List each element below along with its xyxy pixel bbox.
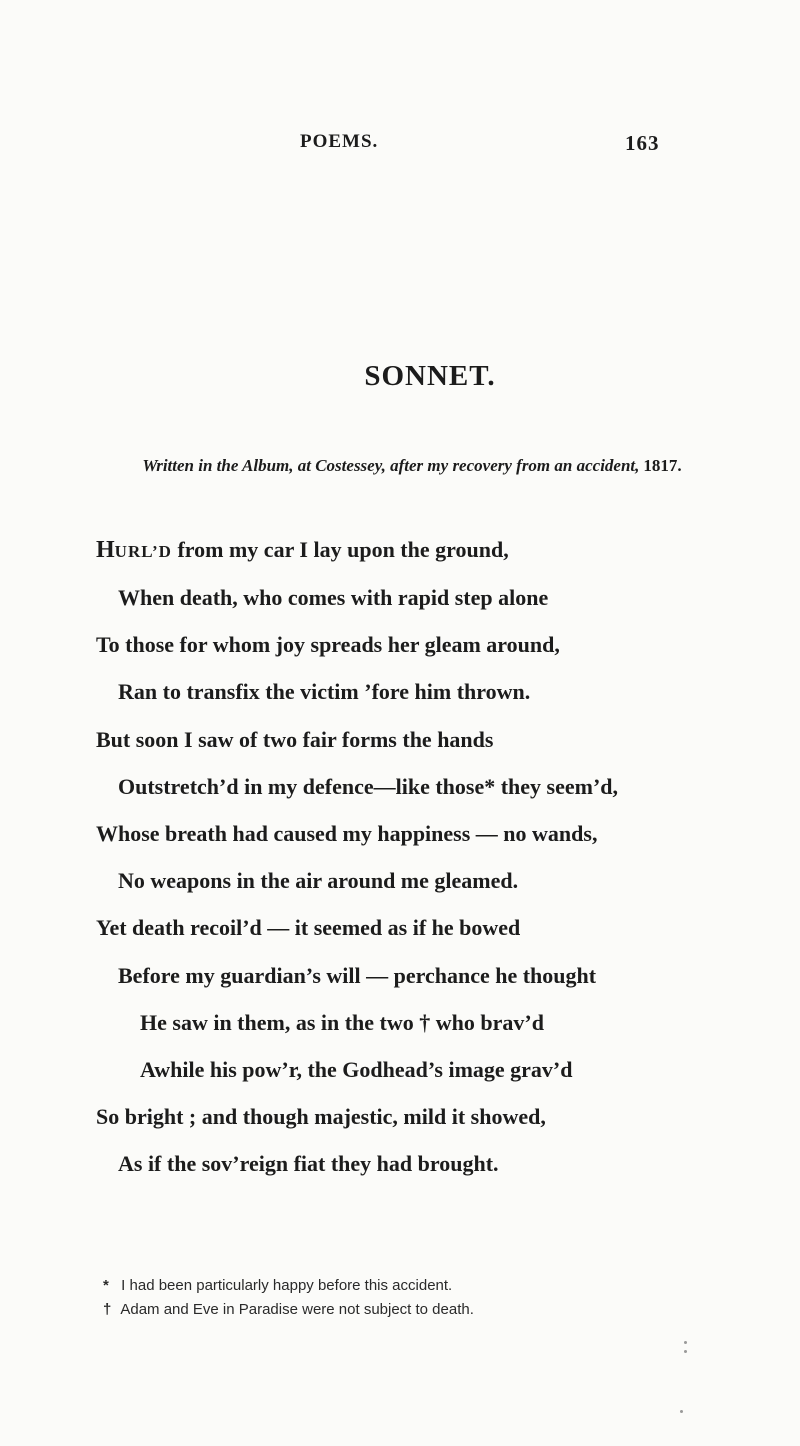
page-number: 163 [625, 131, 660, 155]
poem-line-5: But soon I saw of two fair forms the hands [96, 727, 494, 752]
footnotes [103, 1274, 474, 1322]
first-word-small-caps: URL’D [114, 542, 172, 561]
poem-title: SONNET. [364, 360, 496, 392]
paper-speck [684, 1341, 687, 1344]
footnote-1-mark: * [103, 1277, 109, 1294]
footnote-2-text: Adam and Eve in Paradise were not subject to death. [120, 1301, 474, 1318]
footnote-1-text: I had been particularly happy before this accident. [121, 1277, 453, 1294]
poem-line-14: As if the sov’reign fiat they had brought. [118, 1151, 499, 1176]
poem-dedication [12, 456, 800, 476]
poem-line-11: He saw in them, as in the two † who brav’d [140, 1010, 544, 1035]
poem-line-6: Outstretch’d in my defence—like those* they seem’d, [118, 774, 619, 799]
poem-line-1 [96, 537, 509, 564]
footnote-2 [103, 1298, 474, 1322]
paper-speck [680, 1410, 683, 1413]
dedication-year: 1817. [643, 456, 682, 475]
poem-line-12: Awhile his pow’r, the Godhead’s image grav’d [140, 1057, 573, 1082]
footnote-1 [103, 1274, 474, 1298]
poem-line-2: When death, who comes with rapid step alone [118, 585, 549, 610]
paper-speck [684, 1350, 687, 1353]
poem-line-4: Ran to transfix the victim ’fore him thrown. [118, 679, 531, 704]
poem-line-7: Whose breath had caused my happiness — no wands, [96, 821, 598, 846]
poem-line-8: No weapons in the air around me gleamed. [118, 868, 519, 893]
first-word-capital: H [96, 537, 115, 563]
poem-line-13: So bright ; and though majestic, mild it showed, [96, 1104, 546, 1129]
poem-line-3: To those for whom joy spreads her gleam around, [96, 632, 560, 657]
dedication-text: Written in the Album, at Costessey, after my recovery from an accident, [142, 456, 640, 475]
poem-line-1-text: from my car I lay upon the ground, [171, 537, 509, 562]
running-title: POEMS. [300, 131, 379, 152]
poem-line-10: Before my guardian’s will — perchance he thought [118, 963, 597, 988]
footnote-2-mark: † [103, 1301, 112, 1318]
poem-line-9: Yet death recoil’d — it seemed as if he bowed [96, 915, 521, 940]
